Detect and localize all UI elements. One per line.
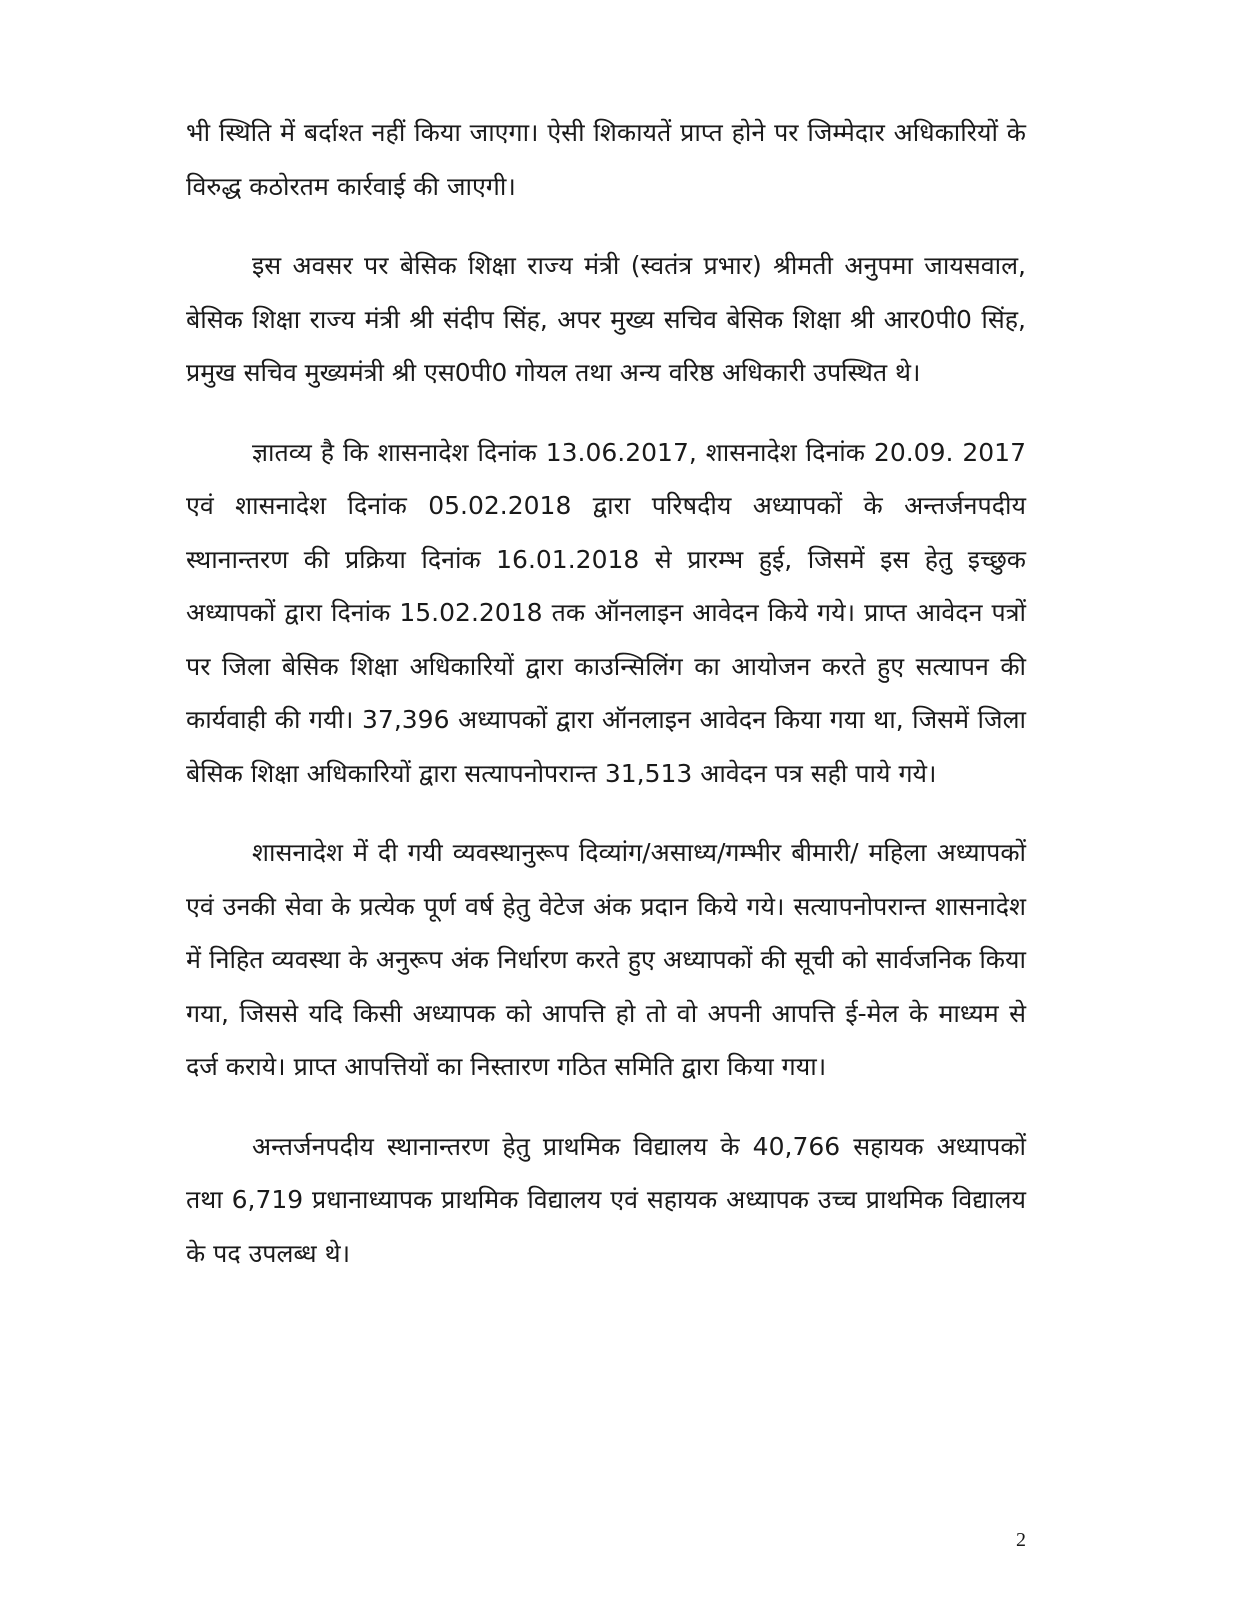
paragraph-continuation: भी स्थिति में बर्दाश्त नहीं किया जाएगा। ऐसी शिकायतें प्राप्त होने पर जिम्मेदार अधिकारियों के विरुद्ध कठोरतम कार्रवाई की जाएगी। xyxy=(186,118,1026,201)
document-body xyxy=(186,106,1026,1306)
page-number: 2 xyxy=(1016,1529,1026,1551)
paragraph-attendees: इस अवसर पर बेसिक शिक्षा राज्य मंत्री (स्वतंत्र प्रभार) श्रीमती अनुपमा जायसवाल, बेसिक शिक्षा राज्य मंत्री श्री संदीप सिंह, अपर मुख्य सचिव बेसिक शिक्षा श्री आर0पी0 सिंह, प्रमुख सचिव मुख्यमंत्री श्री एस0पी0 गोयल तथा अन्य वरिष्ठ अधिकारी उपस्थित थे। xyxy=(186,251,1026,387)
paragraph-weightage: शासनादेश में दी गयी व्यवस्थानुरूप दिव्यांग/असाध्य/गम्भीर बीमारी/ महिला अध्यापकों एवं उनकी सेवा के प्रत्येक पूर्ण वर्ष हेतु वेटेज अंक प्रदान किये गये। सत्यापनोपरान्त शासनादेश में निहित व्यवस्था के अनुरूप अंक निर्धारण करते हुए अध्यापकों की सूची को सार्वजनिक किया गया, जिससे यदि किसी अध्यापक को आपत्ति हो तो वो अपनी आपत्ति ई-मेल के माध्यम से दर्ज कराये। प्राप्त आपत्तियों का निस्तारण गठित समिति द्वारा किया गया। xyxy=(186,838,1026,1081)
paragraph-posts-available: अन्तर्जनपदीय स्थानान्तरण हेतु प्राथमिक विद्यालय के 40,766 सहायक अध्यापकों तथा 6,719 प्रधानाध्यापक प्राथमिक विद्यालय एवं सहायक अध्यापक उच्च प्राथमिक विद्यालय के पद उपलब्ध थे। xyxy=(186,1131,1026,1268)
paragraph-transfer-process: ज्ञातव्य है कि शासनादेश दिनांक 13.06.2017, शासनादेश दिनांक 20.09. 2017 एवं शासनादेश दिनांक 05.02.2018 द्वारा परिषदीय अध्यापकों के अन्तर्जनपदीय स्थानान्तरण की प्रक्रिया दिनांक 16.01.2018 से प्रारम्भ हुई, जिसमें इस हेतु इच्छुक अध्यापकों द्वारा दिनांक 15.02.2018 तक ऑनलाइन आवेदन किये गये। प्राप्त आवेदन पत्रों पर जिला बेसिक शिक्षा अधिकारियों द्वारा काउन्सिलिंग का आयोजन करते हुए सत्यापन की कार्यवाही की गयी। 37,396 अध्यापकों द्वारा ऑनलाइन आवेदन किया गया था, जिसमें जिला बेसिक शिक्षा अधिकारियों द्वारा सत्यापनोपरान्त 31,513 आवेदन पत्र सही पाये गये। xyxy=(186,437,1026,788)
